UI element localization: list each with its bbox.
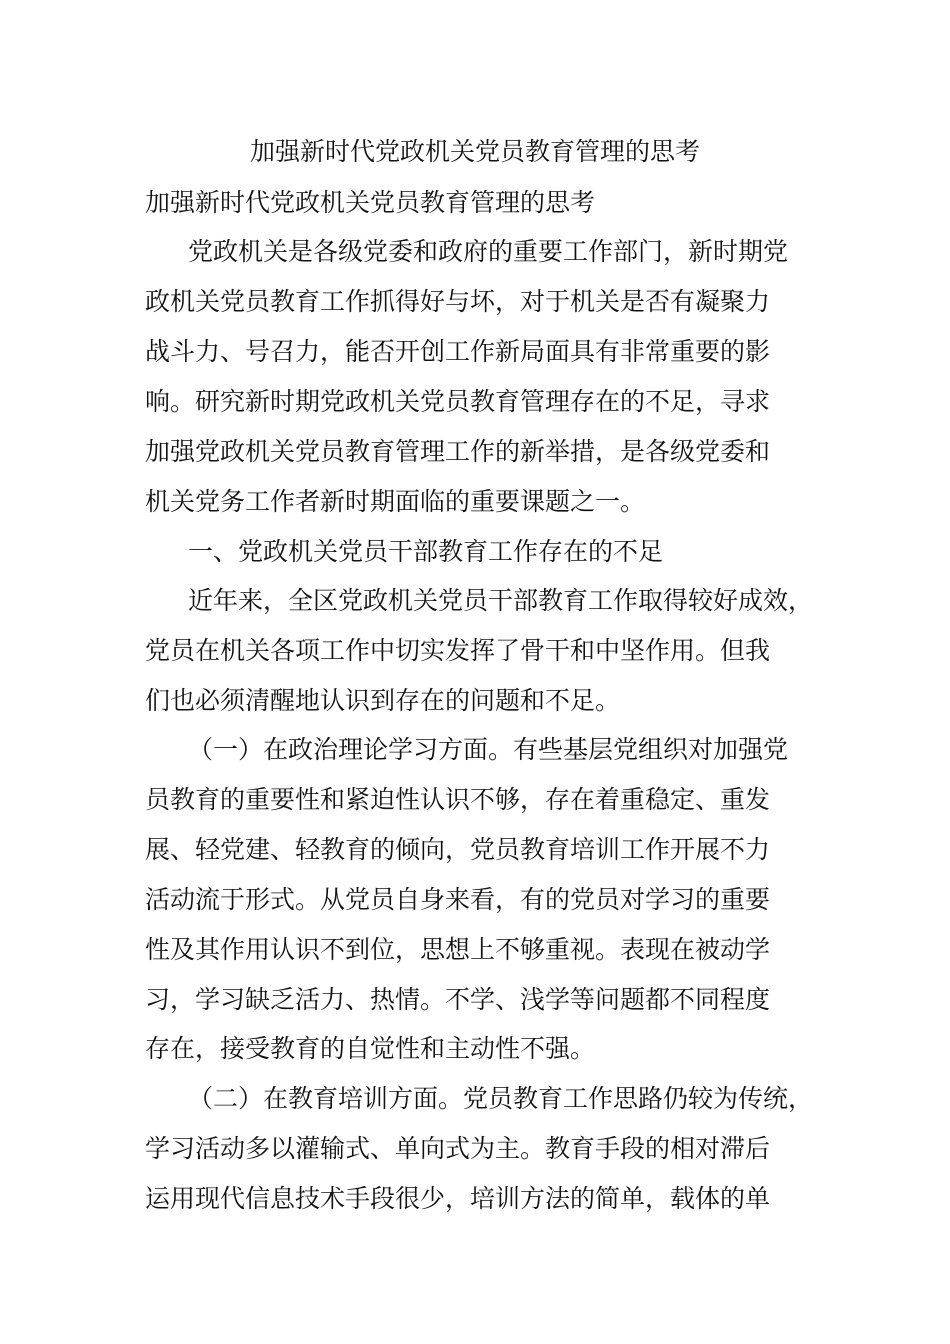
paragraph-line: 活动流于形式。从党员自身来看，有的党员对学习的重要 — [145, 885, 771, 914]
subtitle-line: 加强新时代党政机关党员教育管理的思考 — [145, 188, 596, 217]
paragraph-line: 存在，接受教育的自觉性和主动性不强。 — [145, 1034, 596, 1063]
paragraph-line: 党政机关是各级党委和政府的重要工作部门，新时期党 — [188, 237, 789, 266]
paragraph-line: 加强党政机关党员教育管理工作的新举措，是各级党委和 — [145, 437, 771, 466]
paragraph-line: 们也必须清醒地认识到存在的问题和不足。 — [145, 686, 621, 715]
paragraph-line: 党员在机关各项工作中切实发挥了骨干和中坚作用。但我 — [145, 636, 771, 665]
paragraph-line: （二）在教育培训方面。党员教育工作思路仍较为传统， — [188, 1084, 814, 1113]
paragraph-line: 员教育的重要性和紧迫性认识不够，存在着重稳定、重发 — [145, 785, 771, 814]
paragraph-line: 响。研究新时期党政机关党员教育管理存在的不足，寻求 — [145, 387, 771, 416]
section-heading: 一、党政机关党员干部教育工作存在的不足 — [188, 537, 664, 566]
paragraph-line: 机关党务工作者新时期面临的重要课题之一。 — [145, 487, 646, 516]
paragraph-line: （一）在政治理论学习方面。有些基层党组织对加强党 — [188, 735, 789, 764]
paragraph-line: 运用现代信息技术手段很少，培训方法的简单，载体的单 — [145, 1184, 771, 1213]
document-title: 加强新时代党政机关党员教育管理的思考 — [249, 137, 700, 166]
paragraph-line: 政机关党员教育工作抓得好与坏，对于机关是否有凝聚力 — [145, 287, 771, 316]
paragraph-line: 战斗力、号召力，能否开创工作新局面具有非常重要的影 — [145, 337, 771, 366]
paragraph-line: 学习活动多以灌输式、单向式为主。教育手段的相对滞后 — [145, 1134, 771, 1163]
paragraph-line: 习，学习缺乏活力、热情。不学、浅学等问题都不同程度 — [145, 985, 771, 1014]
paragraph-line: 性及其作用认识不到位，思想上不够重视。表现在被动学 — [145, 935, 771, 964]
paragraph-line: 近年来，全区党政机关党员干部教育工作取得较好成效， — [188, 586, 814, 615]
paragraph-line: 展、轻党建、轻教育的倾向，党员教育培训工作开展不力 — [145, 835, 771, 864]
